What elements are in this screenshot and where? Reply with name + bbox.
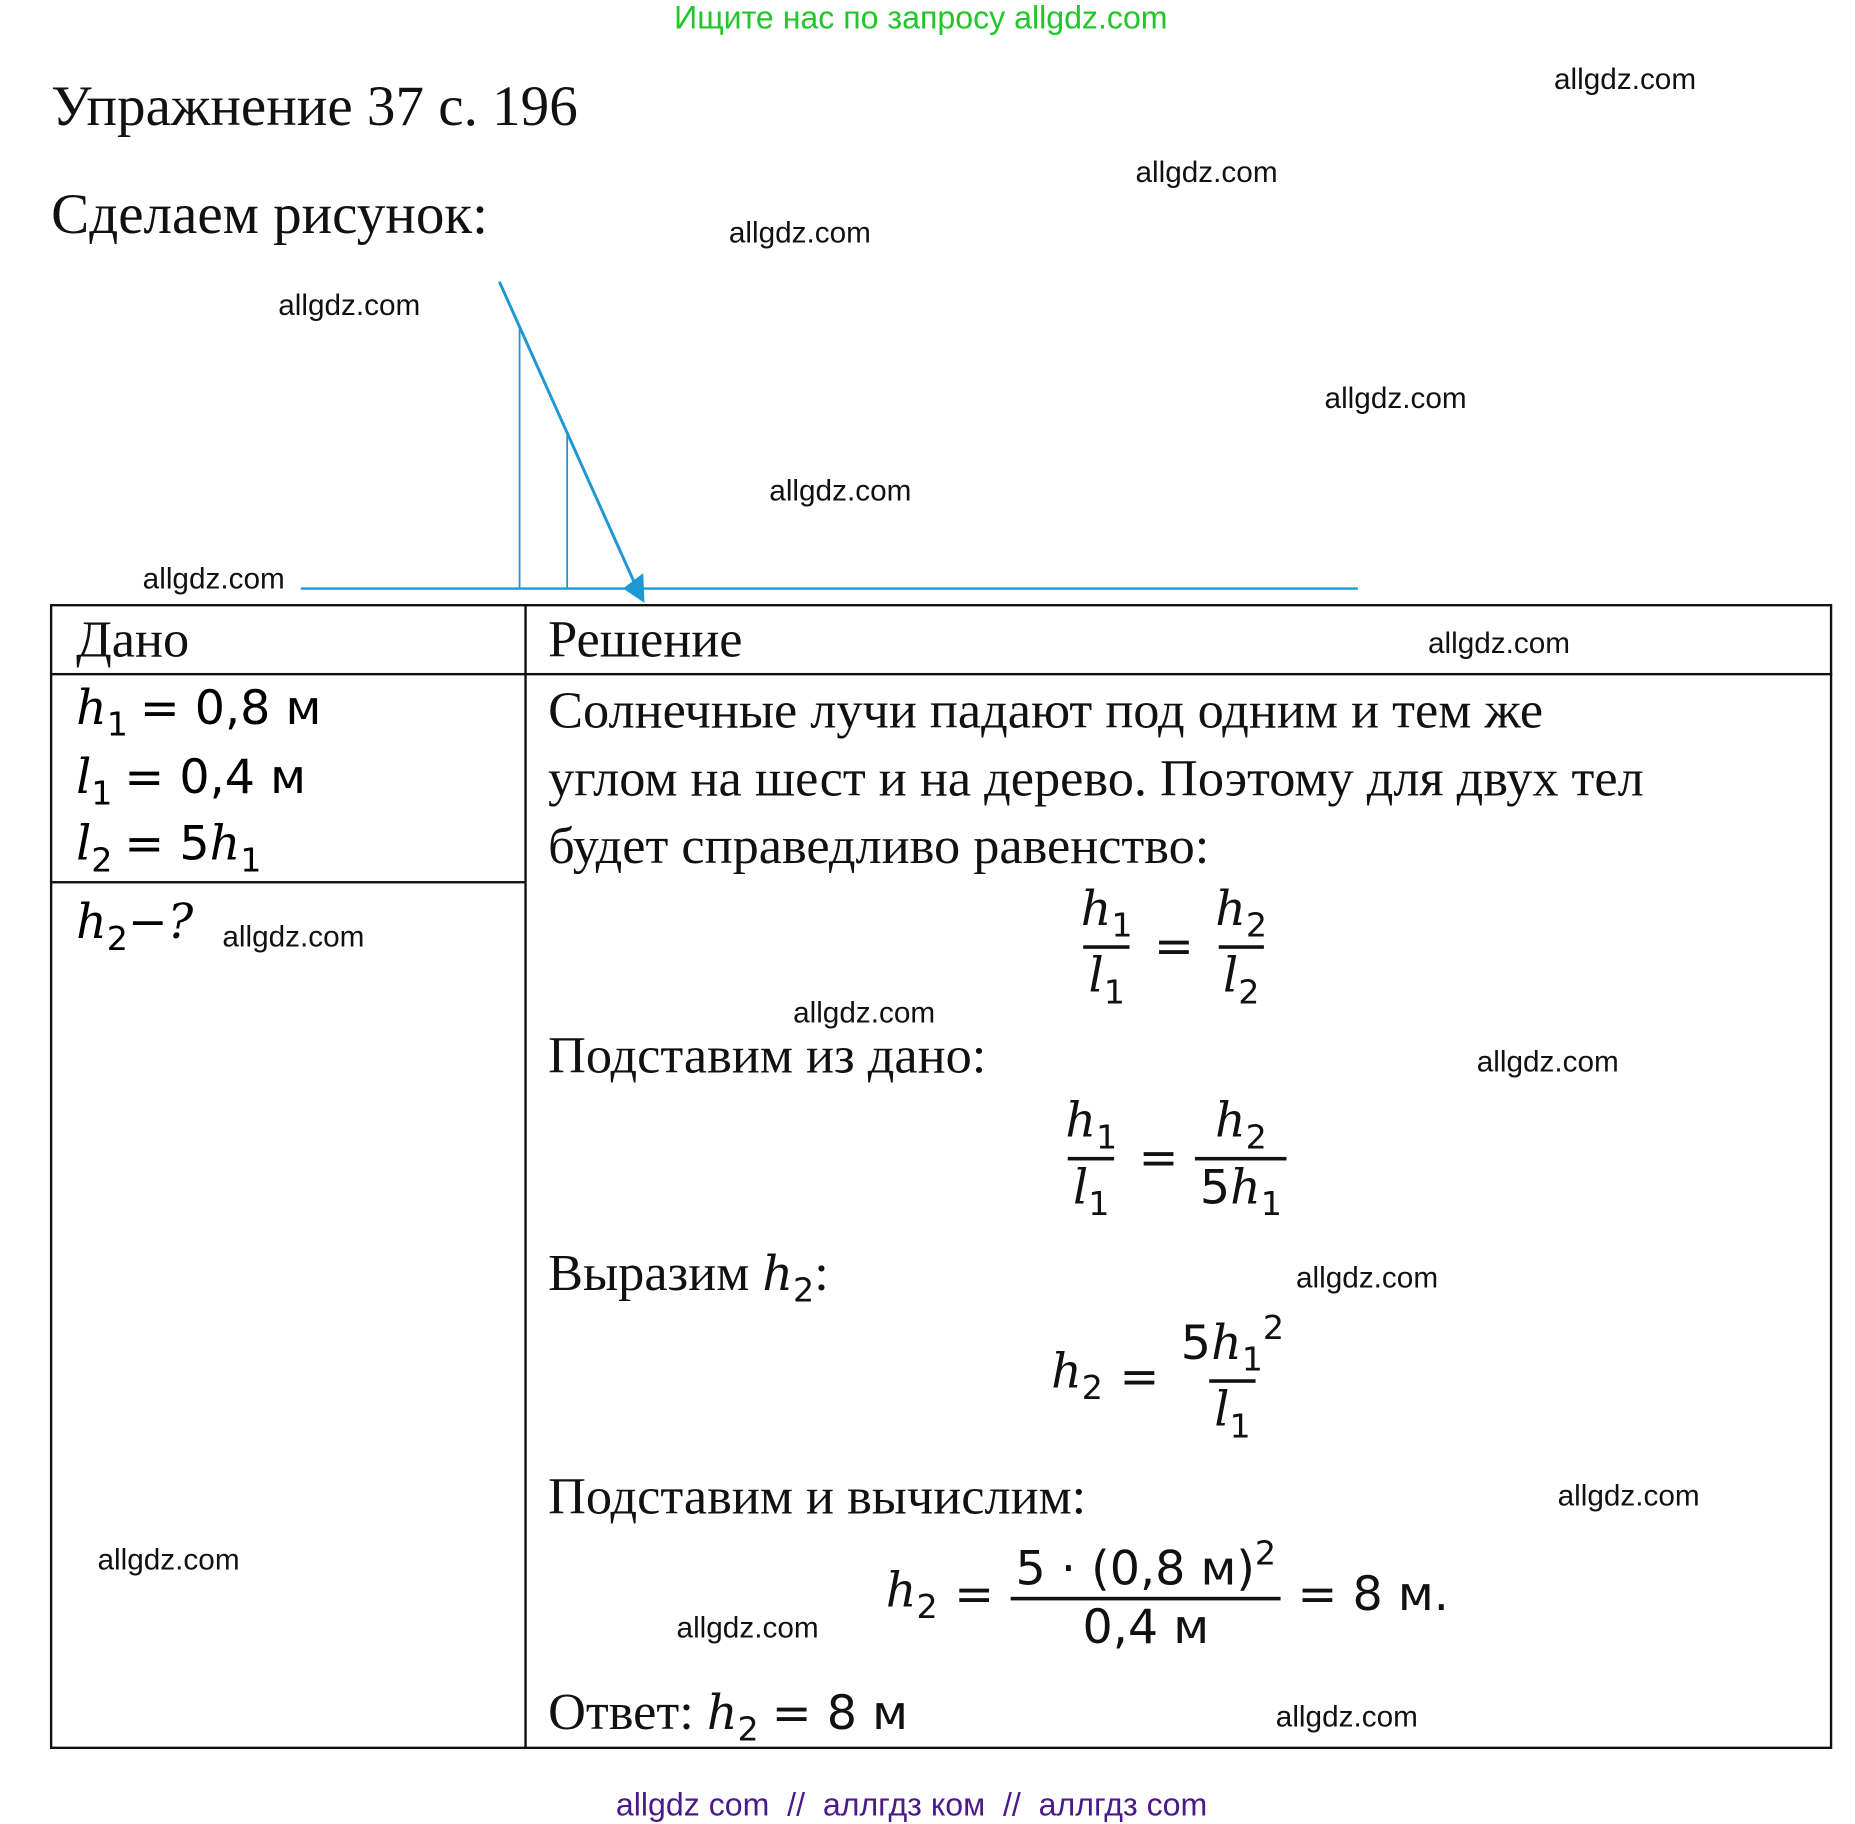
given-h1: $h_1 = 0,8$ м <box>76 681 322 745</box>
watermark: allgdz.com <box>278 288 421 323</box>
top-banner[interactable]: Ищите нас по запросу allgdz.com <box>674 0 1168 36</box>
watermark: allgdz.com <box>728 216 871 250</box>
table-divider-vertical <box>524 604 526 1749</box>
given-l1: $l_1 = 0,4$ м <box>76 750 307 814</box>
equation-ratio: $\frac{h_1}{l_1}$ = $\frac{h_2}{l_2}$ <box>1080 882 1268 1012</box>
equation-expressed: $h_2$ = $\frac{5h_1^2}{l_1}$ <box>1051 1307 1285 1446</box>
given-header: Дано <box>76 609 190 669</box>
answer: Ответ: $h_2 = 8$ м <box>548 1682 909 1749</box>
page-title: Упражнение 37 с. 196 <box>51 74 578 138</box>
equation-computed: $h_2$ = $\frac{5 \cdot (0,8 м)^2}{0,4 м}$ = 8 м. <box>885 1533 1449 1655</box>
given-l2: $l_2 = 5h_1$ <box>76 816 262 880</box>
watermark: allgdz.com <box>1324 381 1467 415</box>
footer-links[interactable]: allgdz com // аллгдз ком // аллгдз com <box>615 1787 1208 1823</box>
arrowhead-icon <box>623 573 644 603</box>
watermark: allgdz.com <box>1135 155 1278 190</box>
intro-line-2: углом на шест и на дерево. Поэтому для двух тел <box>548 749 1644 808</box>
watermark: allgdz.com <box>1476 1045 1619 1079</box>
substitute-compute-label: Подставим и вычислим: <box>548 1467 1087 1526</box>
substitute-given-label: Подставим из дано: <box>548 1026 987 1085</box>
watermark: allgdz.com <box>793 996 936 1030</box>
intro-line-1: Солнечные лучи падают под одним и тем же <box>548 681 1544 740</box>
watermark: allgdz.com <box>1427 626 1571 660</box>
watermark: allgdz.com <box>222 920 365 954</box>
find-h2: $h_2-$? <box>76 895 194 959</box>
table-header-divider <box>50 673 1832 675</box>
watermark: allgdz.com <box>1296 1261 1439 1295</box>
equation-substituted: $\frac{h_1}{l_1}$ = $\frac{h_2}{5h_1}$ <box>1061 1094 1287 1223</box>
intro-line-3: будет справедливо равенство: <box>548 816 1210 876</box>
watermark: allgdz.com <box>1557 1479 1700 1513</box>
solution-header: Решение <box>548 609 743 669</box>
watermark: allgdz.com <box>142 562 285 596</box>
given-divider <box>50 881 526 883</box>
drawing-caption: Сделаем рисунок: <box>51 183 488 247</box>
watermark: allgdz.com <box>1275 1700 1418 1734</box>
express-label: Выразим $h_2$: <box>548 1243 829 1311</box>
watermark: allgdz.com <box>97 1543 240 1577</box>
watermark: allgdz.com <box>769 474 912 508</box>
watermark: allgdz.com <box>676 1611 819 1645</box>
watermark: allgdz.com <box>1554 63 1697 97</box>
